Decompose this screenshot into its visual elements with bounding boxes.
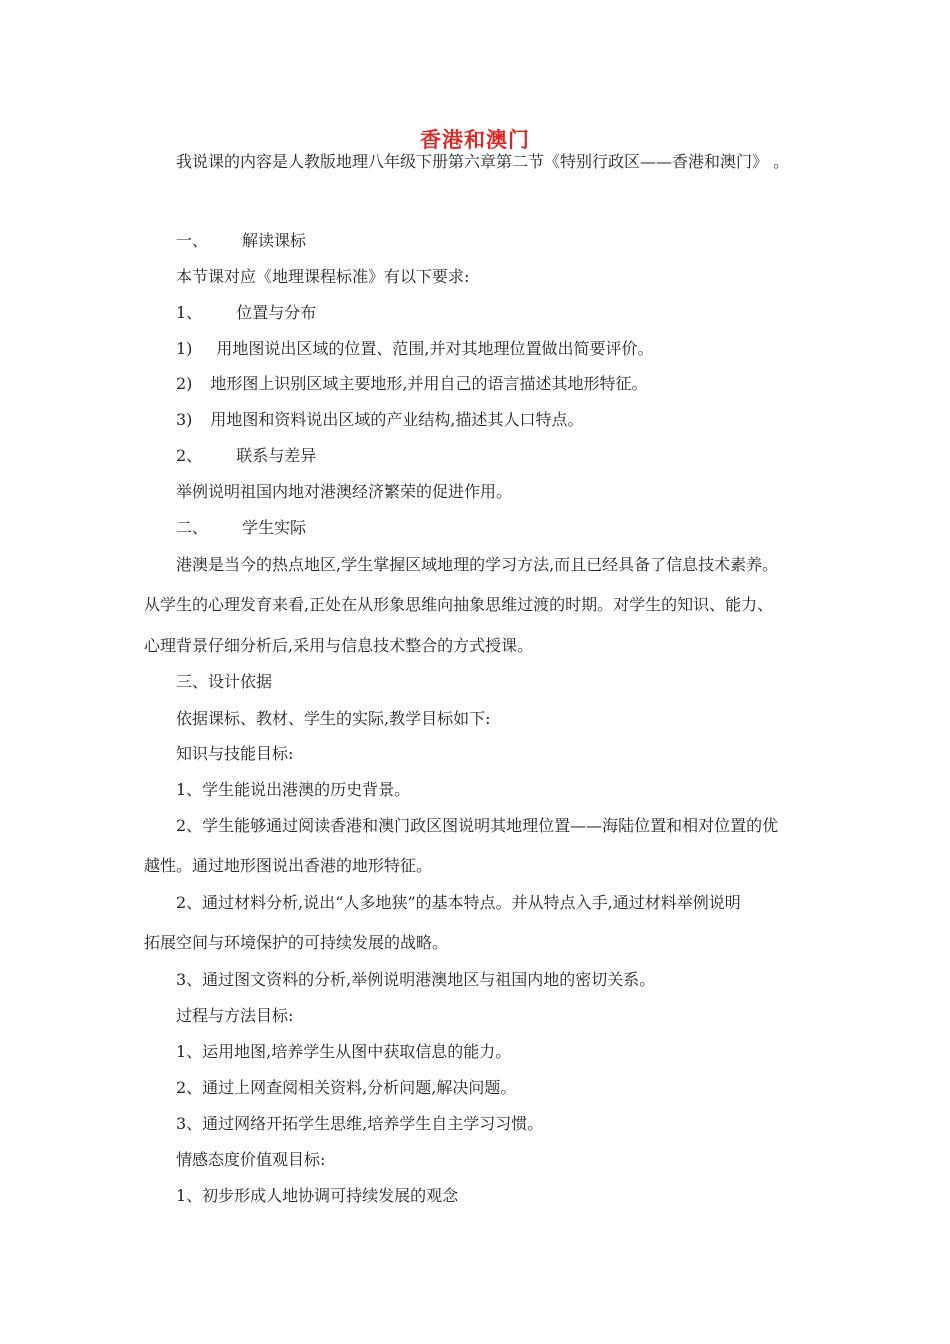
list-item: 2、学生能够通过阅读香港和澳门政区图说明其地理位置——海陆位置和相对位置的优 — [176, 816, 779, 835]
list-item: 1、初步形成人地协调可持续发展的观念 — [176, 1186, 459, 1205]
sub-list-text: 地形图上识别区域主要地形,并用自己的语言描述其地形特征。 — [210, 374, 648, 393]
list-item — [176, 303, 316, 323]
list-item: 3、通过图文资料的分析,举例说明港澳地区与祖国内地的密切关系。 — [176, 970, 656, 989]
paragraph: 依据课标、教材、学生的实际,教学目标如下: — [176, 709, 491, 728]
list-item: 1、学生能说出港澳的历史背景。 — [176, 780, 411, 799]
paragraph-line: 心理背景仔细分析后,采用与信息技术整合的方式授课。 — [144, 636, 534, 655]
sub-list-text: 用地图说出区域的位置、范围,并对其地理位置做出简要评价。 — [216, 339, 654, 358]
sub-list-item — [176, 410, 584, 430]
list-number: 1、 — [176, 303, 203, 322]
list-item: 1、运用地图,培养学生从图中获取信息的能力。 — [176, 1042, 512, 1061]
section-heading-1 — [176, 231, 306, 251]
document-title: 香港和澳门 — [420, 127, 530, 152]
paragraph-line: 从学生的心理发育来看,正处在从形象思维向抽象思维过渡的时期。对学生的知识、能力、 — [144, 595, 774, 614]
list-item-continuation: 越性。通过地形图说出香港的地形特征。 — [144, 856, 433, 875]
paragraph-line: 港澳是当今的热点地区,学生掌握区域地理的学习方法,而且已经具备了信息技术素养。 — [176, 555, 779, 574]
list-item — [176, 446, 316, 466]
sub-list-number: 2) — [176, 374, 193, 393]
section-number: 二、 — [176, 518, 209, 537]
sub-list-item — [176, 339, 654, 359]
list-item: 3、通过网络开拓学生思维,培养学生自主学习习惯。 — [176, 1114, 544, 1133]
section-heading-3: 三、设计依据 — [176, 672, 273, 691]
subheading: 知识与技能目标: — [176, 744, 294, 763]
section-heading-2 — [176, 518, 306, 538]
section-title: 学生实际 — [242, 518, 307, 537]
section-title: 解读课标 — [242, 231, 307, 250]
list-label: 位置与分布 — [236, 303, 317, 322]
list-item-continuation: 拓展空间与环境保护的可持续发展的战略。 — [144, 933, 449, 952]
list-number: 2、 — [176, 446, 203, 465]
intro-paragraph: 我说课的内容是人教版地理八年级下册第六章第二节《特别行政区——香港和澳门》 。 — [176, 152, 790, 171]
paragraph: 举例说明祖国内地对港澳经济繁荣的促进作用。 — [176, 482, 513, 501]
sub-list-item — [176, 374, 648, 394]
paragraph: 本节课对应《地理课程标准》有以下要求: — [176, 267, 470, 286]
list-item: 2、通过材料分析,说出“人多地狭”的基本特点。并从特点入手,通过材料举例说明 — [176, 893, 741, 912]
sub-list-text: 用地图和资料说出区域的产业结构,描述其人口特点。 — [210, 410, 584, 429]
list-label: 联系与差异 — [236, 446, 317, 465]
section-number: 一、 — [176, 231, 209, 250]
subheading: 情感态度价值观目标: — [176, 1150, 326, 1169]
sub-list-number: 3) — [176, 410, 193, 429]
subheading: 过程与方法目标: — [176, 1006, 294, 1025]
sub-list-number: 1) — [176, 339, 193, 358]
list-item: 2、通过上网查阅相关资料,分析问题,解决问题。 — [176, 1078, 517, 1097]
